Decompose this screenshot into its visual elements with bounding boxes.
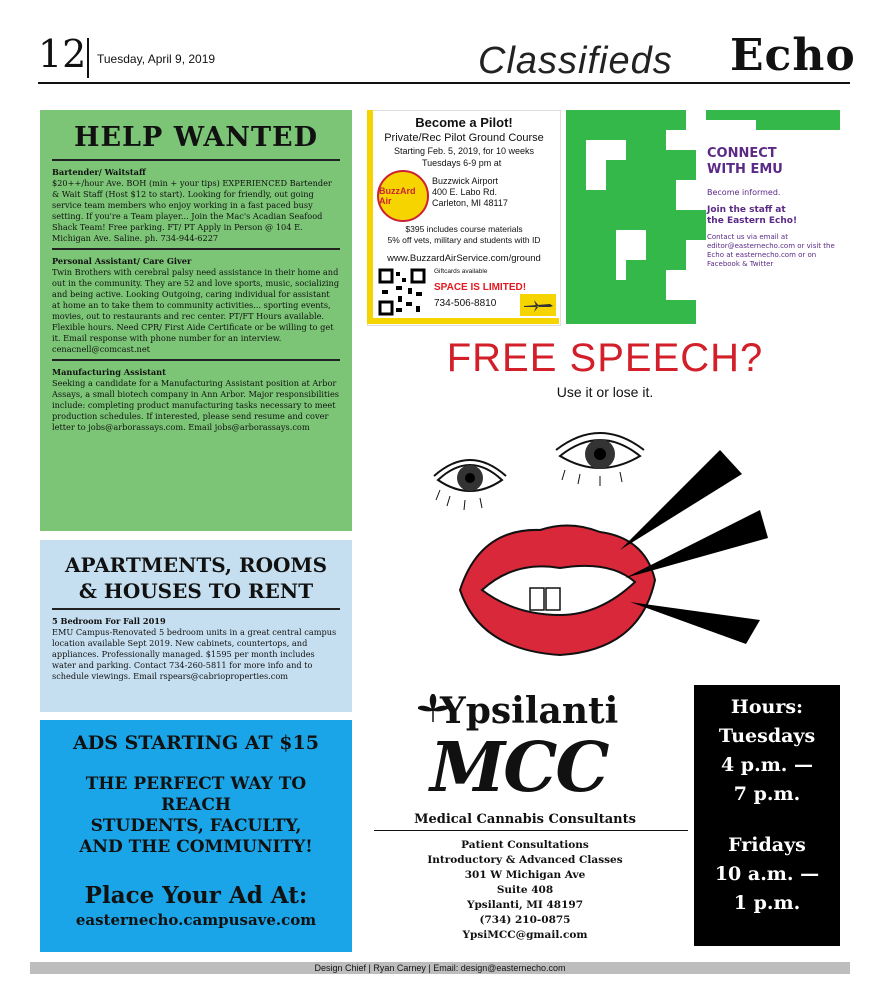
tagline-line: REACH [161,795,231,815]
divider [52,359,340,361]
pilot-giftcards: Giftcards available [434,268,488,275]
ads-tagline [50,774,342,858]
pilot-url[interactable]: www.BuzzardAirService.com/ground [387,253,541,264]
ad-heading: Manufacturing Assistant [52,367,166,377]
mcc-name: Ypsilanti [440,690,619,732]
pilot-when: Tuesdays 6-9 pm at [422,158,502,168]
hours-time: 7 p.m. [733,783,801,805]
ads-price-heading: ADS STARTING AT $15 [73,732,319,754]
mcc-logo: MCC [430,728,608,808]
divider [52,159,340,161]
left-eye-icon [434,460,506,510]
place-ad-heading: Place Your Ad At: [84,882,308,909]
ad-body: EMU Campus-Renovated 5 bedroom units in a great central campus location available Sept 2019. New cabinets, countertops, and appliances. Professionally managed. $1595 per month includes water and parking. Contact 734-260-5811 for more info and to schedule viewings. Email rspears@cabrioproperties.com [52,627,337,681]
free-speech-subtitle: Use it or lose it. [556,384,654,400]
header-divider [87,38,89,78]
hours-time: 10 a.m. — [714,863,820,885]
qr-code-icon [378,268,426,316]
free-speech-title: FREE SPEECH? [446,336,764,380]
page-footer: Design Chief | Ryan Carney | Email: design@easternecho.com [30,962,850,974]
airplane-icon [520,294,556,320]
pilot-start: Starting Feb. 5, 2019, for 10 weeks [393,146,535,156]
apartments-box [40,540,352,712]
page-number: 12 [38,32,87,76]
mcc-info-line: Patient Consultations [461,839,589,851]
emu-contact: Contact us via email at editor@easternecho.com or visit the Echo at easternecho.com or on Facebook & Twitter [707,233,835,268]
emu-join-line: the Eastern Echo! [707,216,798,226]
ad-heading: Personal Assistant/ Care Giver [52,256,192,266]
pilot-phone: 734-506-8810 [434,298,497,309]
apartments-title [52,552,340,604]
emu-informed: Become informed. [707,188,781,197]
ad-heading: Bartender/ Waitstaff [52,167,146,177]
pilot-title: Become a Pilot! [415,115,513,130]
classified-ad [52,367,340,433]
mcc-info-line: 301 W Michigan Ave [464,869,586,881]
divider [52,248,340,250]
pilot-price: $395 includes course materials [405,224,523,234]
spacer [694,809,840,831]
hours-box [694,685,840,946]
pilot-border-left [367,110,373,324]
ad-heading: 5 Bedroom For Fall 2019 [52,616,166,626]
ad-body: $20++/hour Ave. BOH (min + your tips) EXPERIENCED Bartender & Wait Staff (Host $12 to start). Looking for friendly, out going service team members who enjoy working in a fast paced busy setting. If you're a Team player... Join the Mac's Acadian Seafood Shack Team! Free parking. FT/ PT Apply in Person @ 104 E. Michigan Ave. Saline. ph. 734-944-6227 [52,178,332,243]
mouth-illustration-icon [420,410,780,680]
ad-body: Seeking a candidate for a Manufacturing Assistant position at Arbor Assays, a small biotech company in Ann Arbor. Major responsibilities include: completing product manufacturing tasks necessary to meet production schedules. If interested, please send resume and cover letter to jobs@arborassays.com. Email jobs@arborassays.com [52,378,339,432]
pilot-limited: SPACE IS LIMITED! [434,282,527,293]
emu-heading-line2: WITH EMU [707,162,783,177]
mcc-info-line: (734) 210-0875 [479,914,571,926]
emu-heading-line1: CONNECT [707,146,777,161]
ad-body: Twin Brothers with cerebral palsy need assistance in their home and out in the community. They are 52 and love sports, music, socializing and being active. Looking Outgoing, caring individual for assistant at home an to take them to community activities... sporting events, movies, out to restaurants and rec center. PT/FT Hours available. Flexible hours. Need CPR/ First Aide Certificate or be willing to get it. Email response with phone number for an interview. cenacnell@comcast.net [52,267,340,354]
apartments-title-line1: APARTMENTS, ROOMS [64,553,328,577]
pilot-subtitle: Private/Rec Pilot Ground Course [384,132,544,144]
buzzard-logo-icon: BuzzArd Air [377,170,429,222]
help-wanted-title: HELP WANTED [73,122,319,153]
tagline-line: THE PERFECT WAY TO [85,774,307,794]
classified-ad [52,616,340,682]
hours-day: Tuesdays [718,725,816,747]
emu-join [707,205,837,227]
hours-time: 4 p.m. — [720,754,814,776]
mcc-rule [374,830,688,831]
masthead-logo: Echo [730,30,856,81]
pilot-pricing [372,224,556,246]
tagline-line: STUDENTS, FACULTY, [90,816,302,836]
place-ad-url[interactable]: easternecho.campusave.com [75,911,317,929]
apartments-title-line2: & HOUSES TO RENT [78,579,314,603]
mcc-email[interactable]: YpsiMCC@gmail.com [462,929,588,941]
mcc-info-line: Introductory & Advanced Classes [427,854,623,866]
emu-join-line: Join the staff at [707,205,786,215]
help-wanted-box [40,110,352,531]
issue-date: Tuesday, April 9, 2019 [97,52,216,66]
classified-ad [52,256,340,355]
mcc-info-line: Ypsilanti, MI 48197 [466,899,584,911]
section-title: Classifieds [478,40,673,82]
pilot-discount: 5% off vets, military and students with ID [387,235,541,245]
address-line: Buzzwick Airport [432,176,499,186]
pilot-address [432,176,508,209]
mcc-info-line: Suite 408 [496,884,554,896]
hours-heading: Hours: [730,696,804,718]
hours-day: Fridays [728,834,806,856]
divider [52,608,340,610]
address-line: 400 E. Labo Rd. [432,187,498,197]
mcc-subtitle: Medical Cannabis Consultants [414,812,636,827]
ads-promo-box [40,720,352,952]
address-line: Carleton, MI 48117 [432,198,508,208]
mcc-info [395,838,655,943]
hours-time: 1 p.m. [733,892,801,914]
emu-text [707,146,837,269]
right-eye-icon [556,433,644,486]
tagline-line: AND THE COMMUNITY! [79,837,313,857]
classified-ad [52,167,340,244]
header-rule [38,82,850,84]
